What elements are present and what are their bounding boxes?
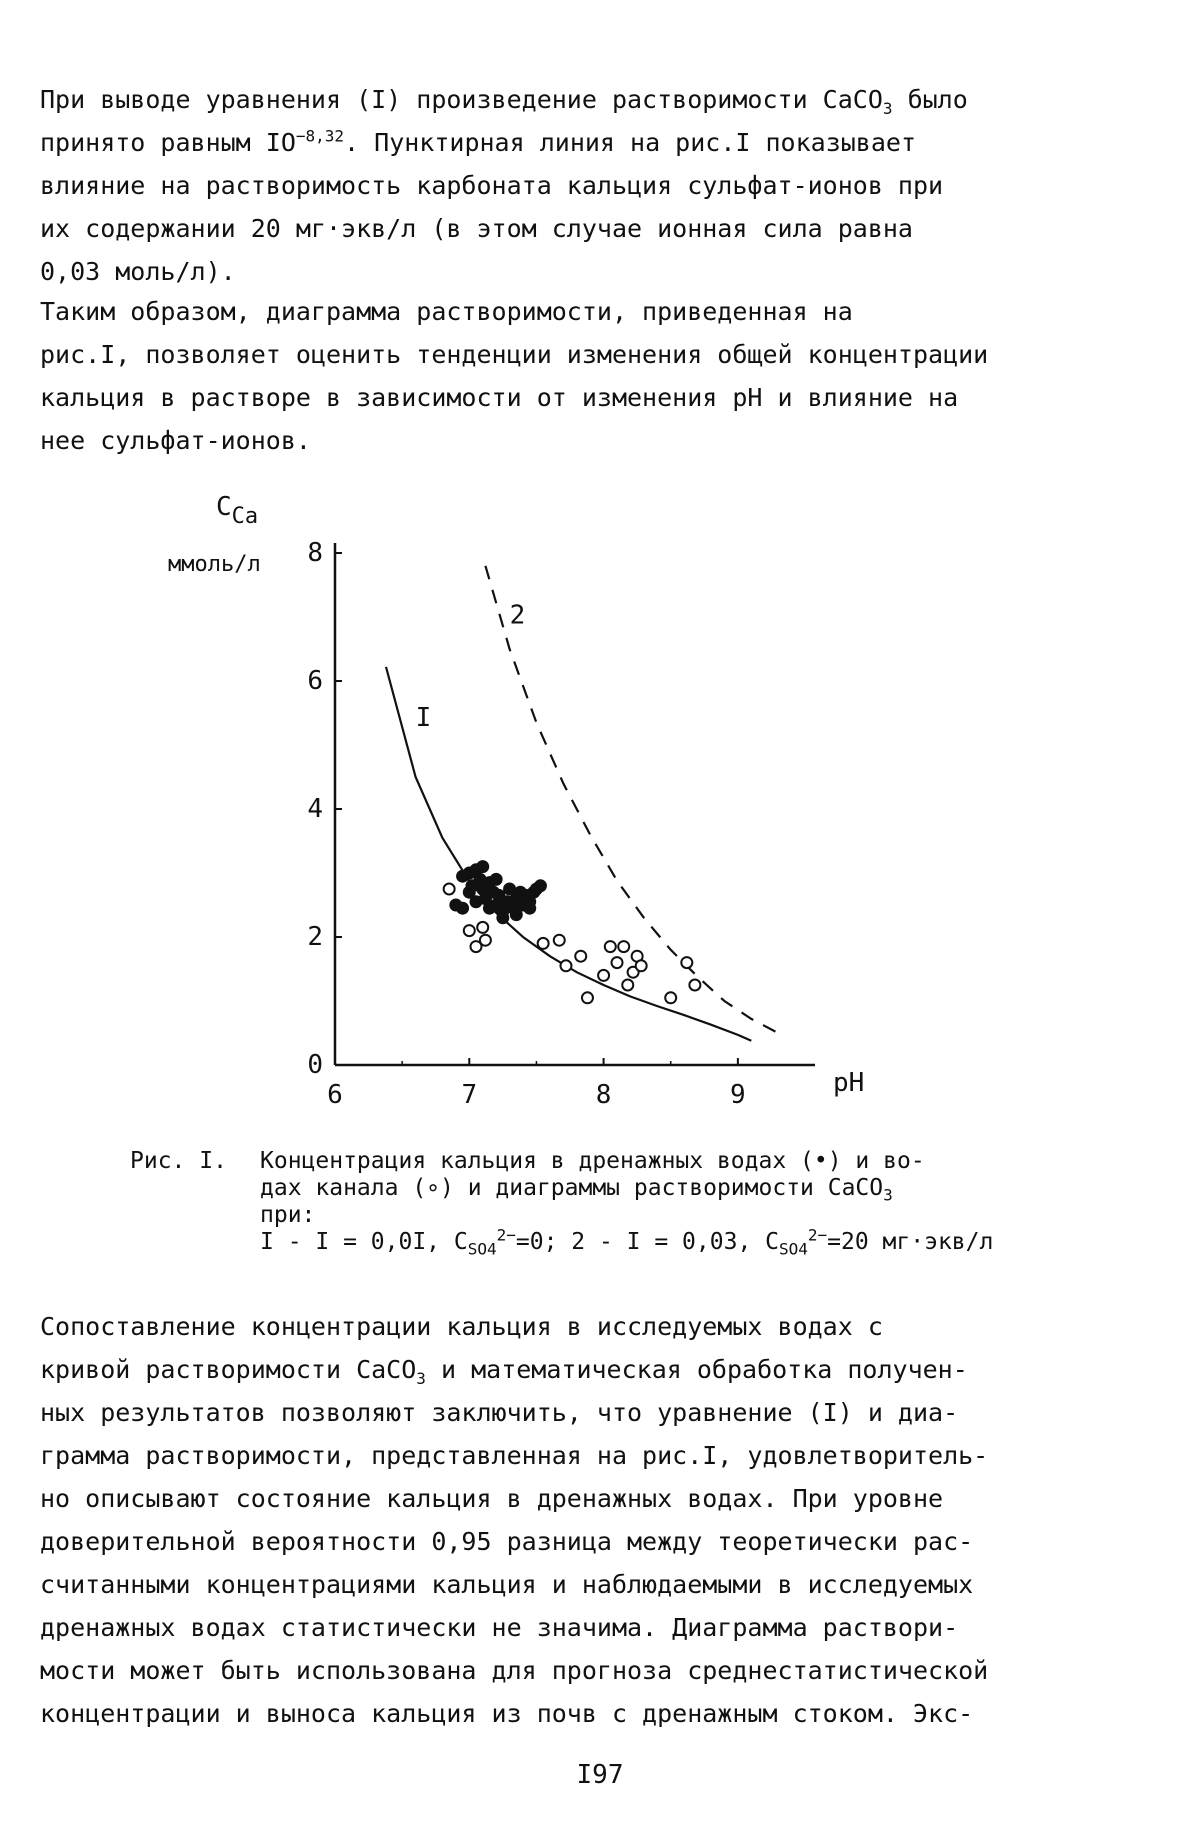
- solubility-chart: [150, 495, 910, 1115]
- paragraph-1-text-a: При выводе уравнения (I) произведение растворимости CaCO: [40, 85, 883, 114]
- drainage-water-point: [534, 879, 547, 892]
- drainage-water-point: [476, 860, 489, 873]
- subscript: 3: [883, 1185, 893, 1205]
- drainage-water-point: [490, 873, 503, 886]
- y-tick-label: 4: [307, 794, 323, 824]
- caption-line-1: Концентрация кальция в дренажных водах (•) и во- дах канала (∘) и диаграммы растворимости CaCO: [260, 1148, 925, 1201]
- drainage-water-point: [496, 911, 509, 924]
- y-tick-label: 2: [307, 922, 323, 952]
- page-number: I97: [576, 1760, 624, 1790]
- caption-line-3a: I - I = 0,0I, C: [260, 1229, 468, 1255]
- so4-subscript: SO4: [467, 1239, 497, 1259]
- drainage-water-point: [503, 899, 516, 912]
- canal-water-point: [689, 980, 700, 991]
- canal-water-point: [464, 925, 475, 936]
- caption-body: [260, 1148, 1170, 1259]
- canal-water-point: [444, 884, 455, 895]
- curves: [386, 566, 785, 1041]
- canal-water-point: [538, 938, 549, 949]
- x-axis-label: pH: [833, 1068, 865, 1098]
- canal-water-point: [681, 957, 692, 968]
- x-tick-label: 8: [595, 1080, 612, 1110]
- canal-water-point: [605, 941, 616, 952]
- paragraph-1-text-b: было принято равным IO: [40, 85, 968, 157]
- caption-line-2: при:: [260, 1202, 316, 1228]
- y-tick-label: 6: [307, 666, 323, 696]
- canal-water-point: [480, 935, 491, 946]
- canal-water-point: [612, 957, 623, 968]
- curve-label-1: I: [415, 702, 432, 733]
- drainage-water-point: [449, 899, 462, 912]
- drainage-water-point: [483, 902, 496, 915]
- y-axis-unit: ммоль/л: [168, 552, 261, 577]
- so4-charge-2: 2−: [807, 1225, 828, 1245]
- axes: [307, 538, 815, 1110]
- x-tick-label: 7: [461, 1080, 478, 1110]
- drainage-water-point: [523, 902, 536, 915]
- caption-line-3c: =20 мг·экв/л: [827, 1229, 994, 1255]
- paragraph-3: [40, 1305, 1120, 1735]
- subscript: 3: [416, 1369, 426, 1388]
- canal-water-point: [618, 941, 629, 952]
- caption-lead: Рис. I.: [130, 1148, 227, 1174]
- canal-water-point: [554, 935, 565, 946]
- so4-subscript-2: SO4: [779, 1239, 808, 1259]
- x-tick-label: 6: [327, 1080, 343, 1110]
- paragraph-2: Таким образом, диаграмма растворимости, приведенная на рис.I, позволяет оценить тенденции изменения общей концентрации кальция в растворе в зависимости от изменения рН и влияние на нее сульфат-ионов.: [40, 297, 989, 455]
- canal-water-point: [575, 951, 586, 962]
- paragraph-1: [40, 78, 1120, 293]
- figure-caption: [130, 1148, 1180, 1259]
- data-points: [444, 860, 701, 1003]
- canal-water-point: [665, 992, 676, 1003]
- superscript: −8,32: [295, 126, 345, 146]
- caption-line-3b: =0; 2 - I = 0,03, C: [515, 1229, 779, 1255]
- y-tick-label: 0: [307, 1050, 323, 1080]
- canal-water-point: [560, 960, 571, 971]
- canal-water-point: [582, 992, 593, 1003]
- paragraph-3-text-a: Сопоставление концентрации кальция в исследуемых водах с кривой растворимости CaCO: [40, 1312, 883, 1384]
- paragraph-1-text-c: . Пунктирная линия на рис.I показывает влияние на растворимость карбоната кальция сульфат-ионов при их содержании 20 мг·экв/л (в этом случае ионная сила равна 0,03 моль/л).: [40, 128, 944, 286]
- paragraph-3-text-b: и математическая обработка получен- ных результатов позволяют заключить, что уравнение (I) и диа- грамма растворимости, представленная на рис.I, удовлетворитель- но описывают состояние кальция в дренажных водах. При уровне доверительной вероятности 0,95 разница между теоретически рас- считанными концентрациями кальция и наблюдаемыми в исследуемых дренажных водах статистически не значима. Диаграмма раствори- мости может быть использована для прогноза среднестатистической концентрации и выноса кальция из почв с дренажным стоком. Экс-: [40, 1355, 989, 1728]
- curve-label-2: 2: [509, 600, 526, 631]
- subscript: 3: [882, 99, 893, 118]
- drainage-water-point: [463, 886, 476, 899]
- y-tick-label: 8: [307, 538, 323, 568]
- canal-water-point: [636, 960, 647, 971]
- canal-water-point: [598, 970, 609, 981]
- x-tick-label: 9: [730, 1080, 746, 1110]
- canal-water-point: [477, 922, 488, 933]
- so4-charge: 2−: [496, 1225, 516, 1245]
- canal-water-point: [622, 980, 633, 991]
- chart-svg: [150, 495, 910, 1115]
- y-axis-label: $C_{Ca}$: [216, 495, 259, 529]
